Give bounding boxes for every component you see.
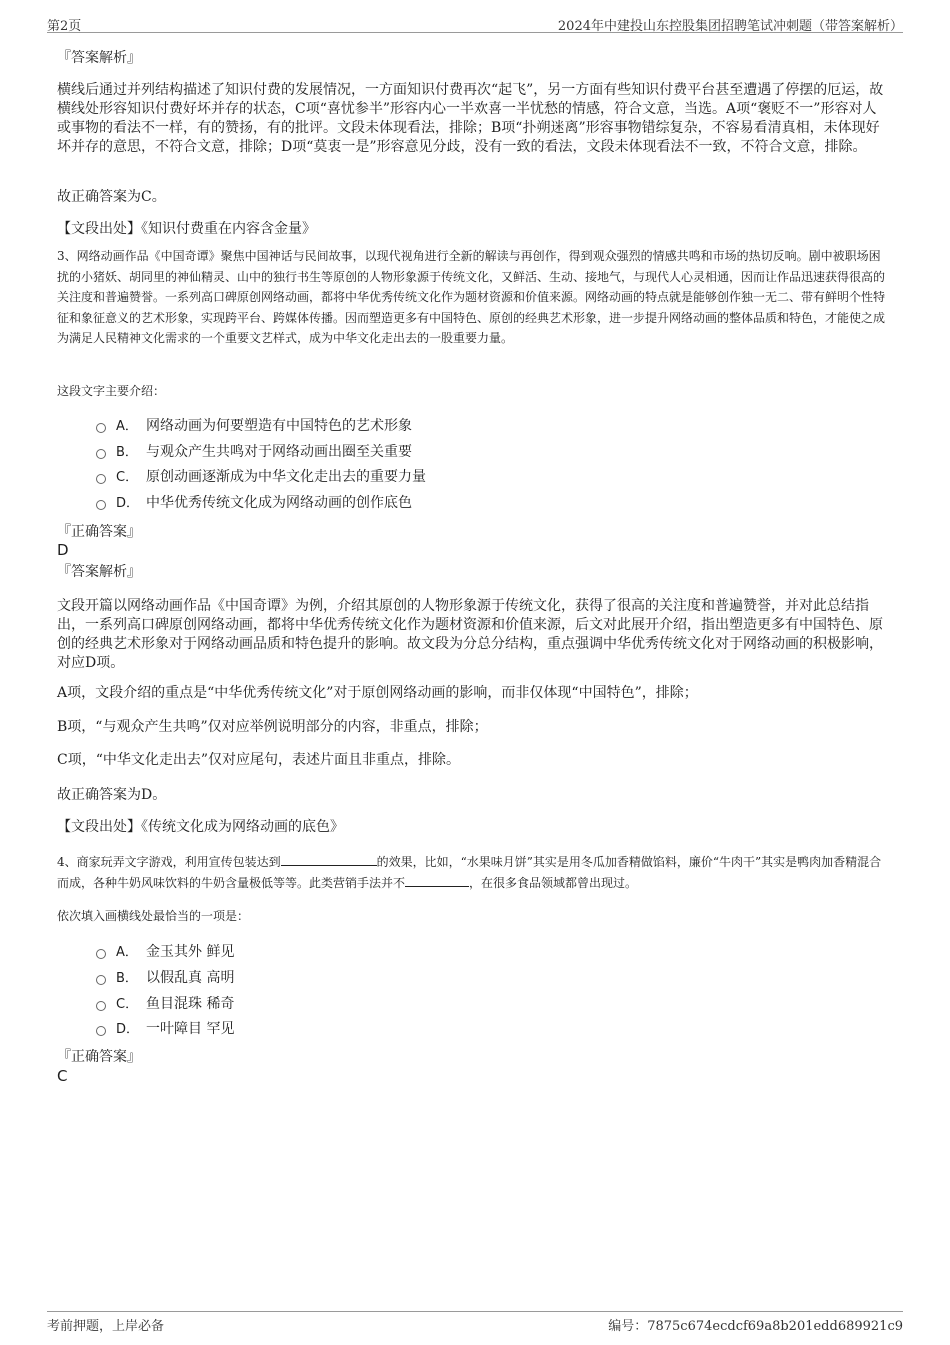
option-letter: A． bbox=[116, 419, 138, 434]
radio-button-icon[interactable] bbox=[96, 975, 106, 985]
option-text: 鱼目混珠 稀奇 bbox=[146, 996, 235, 1012]
option-letter: C． bbox=[116, 470, 139, 485]
page-footer bbox=[47, 1311, 903, 1334]
q4-passage bbox=[57, 852, 887, 893]
q4-option-b[interactable] bbox=[96, 969, 234, 988]
radio-button-icon[interactable] bbox=[96, 949, 106, 959]
option-text: 一叶障目 罕见 bbox=[146, 1021, 235, 1037]
q4-option-c[interactable] bbox=[96, 995, 234, 1014]
document-title: 2024年中建投山东控股集团招聘笔试冲刺题（带答案解析） bbox=[557, 19, 903, 34]
option-letter: B． bbox=[116, 445, 138, 460]
q4-option-a[interactable] bbox=[96, 943, 234, 962]
q3-analysis-a: A项，文段介绍的重点是“中华优秀传统文化”对于原创网络动画的影响，而非仅体现“中国特色”，排除； bbox=[57, 685, 698, 701]
q4-passage-part1: 4、商家玩弄文字游戏，利用宣传包装达到 bbox=[57, 855, 281, 869]
q2-conclusion: 故正确答案为C。 bbox=[57, 189, 166, 205]
page-number: 第2页 bbox=[47, 19, 82, 34]
option-text: 以假乱真 高明 bbox=[146, 970, 235, 986]
radio-button-icon[interactable] bbox=[96, 500, 106, 510]
q3-correct-answer: D bbox=[57, 541, 69, 559]
blank-1 bbox=[281, 853, 377, 866]
q3-analysis-label: 『答案解析』 bbox=[57, 564, 141, 580]
q4-passage-part2: 的效果，比如，“水果味月饼”其实是用冬瓜加香精做馅料，廉价“牛肉干”其实是鸭肉加香精混合而成，各种牛奶风味饮料的牛奶含量极低等等。此类营销手法并不 bbox=[57, 855, 882, 890]
option-text: 网络动画为何要塑造有中国特色的艺术形象 bbox=[146, 418, 412, 434]
radio-button-icon[interactable] bbox=[96, 423, 106, 433]
option-text: 中华优秀传统文化成为网络动画的创作底色 bbox=[146, 495, 412, 511]
q3-question: 这段文字主要介绍： bbox=[57, 384, 166, 398]
radio-button-icon[interactable] bbox=[96, 474, 106, 484]
q3-analysis-c: C项，“中华文化走出去”仅对应尾句，表述片面且非重点，排除。 bbox=[57, 752, 461, 768]
q3-correct-label: 『正确答案』 bbox=[57, 524, 141, 540]
option-text: 原创动画逐渐成为中华文化走出去的重要力量 bbox=[146, 469, 426, 485]
footer-slogan: 考前押题，上岸必备 bbox=[47, 1319, 165, 1334]
radio-button-icon[interactable] bbox=[96, 1026, 106, 1036]
q4-correct-label: 『正确答案』 bbox=[57, 1049, 141, 1065]
option-letter: D． bbox=[116, 496, 140, 511]
radio-button-icon[interactable] bbox=[96, 1001, 106, 1011]
q3-analysis-b: B项，“与观众产生共鸣”仅对应举例说明部分的内容，非重点，排除； bbox=[57, 719, 488, 735]
option-letter: B． bbox=[116, 971, 138, 986]
blank-2 bbox=[405, 874, 469, 887]
radio-button-icon[interactable] bbox=[96, 449, 106, 459]
q2-analysis-text: 横线后通过并列结构描述了知识付费的发展情况，一方面知识付费再次“起飞”，另一方面有些知识付费平台甚至遭遇了停摆的厄运，故横线处形容知识付费好坏并存的状态，C项“喜忧参半”形容内心一半欢喜一半忧愁的情感，符合文意，当选。A项“褒贬不一”形容对人或事物的看法不一样，有的赞扬，有的批评。文段未体现看法，排除；B项“扑朔迷离”形容事物错综复杂，不容易看清真相，未体现好坏并存的意思，不符合文意，排除；D项“莫衷一是”形容意见分歧，没有一致的看法，文段未体现看法不一致，不符合文意，排除。 bbox=[57, 82, 884, 155]
q3-option-a[interactable] bbox=[96, 417, 412, 436]
q3-passage: 3、网络动画作品《中国奇谭》聚焦中国神话与民间故事，以现代视角进行全新的解读与再创作，得到观众强烈的情感共鸣和市场的热切反响。剧中被职场困扰的小猪妖、胡同里的神仙精灵、山中的独行书生等原创的人物形象源于传统文化，又鲜活、生动、接地气，与现代人心灵相通，因而让作品迅速获得很高的关注度和普遍赞誉。一系列高口碑原创网络动画，都将中华优秀传统文化作为题材资源和价值来源。网络动画的特点就是能够创作独一无二、带有鲜明个性特征和象征意义的艺术形象，实现跨平台、跨媒体传播。因而塑造更多有中国特色、原创的经典艺术形象，进一步提升网络动画的整体品质和特色，才能使之成为满足人民精神文化需求的一个重要文艺样式，成为中华文化走出去的一股重要力量。 bbox=[57, 249, 886, 345]
page-header bbox=[47, 13, 903, 33]
q4-passage-part3: ，在很多食品领域都曾出现过。 bbox=[469, 875, 638, 890]
q3-option-d[interactable] bbox=[96, 494, 412, 513]
q3-conclusion: 故正确答案为D。 bbox=[57, 787, 167, 803]
option-letter: D． bbox=[116, 1022, 140, 1037]
q2-source: 【文段出处】《知识付费重在内容含金量》 bbox=[57, 221, 316, 237]
q2-analysis-label: 『答案解析』 bbox=[57, 50, 141, 66]
q3-source: 【文段出处】《传统文化成为网络动画的底色》 bbox=[57, 819, 344, 835]
option-text: 金玉其外 鲜见 bbox=[146, 944, 235, 960]
option-letter: A． bbox=[116, 945, 138, 960]
option-text: 与观众产生共鸣对于网络动画出圈至关重要 bbox=[146, 444, 412, 460]
q4-question: 依次填入画横线处最恰当的一项是： bbox=[57, 909, 250, 923]
q3-option-c[interactable] bbox=[96, 468, 426, 487]
q4-correct-answer: C bbox=[57, 1067, 68, 1085]
q4-option-d[interactable] bbox=[96, 1020, 234, 1039]
q3-analysis-text: 文段开篇以网络动画作品《中国奇谭》为例，介绍其原创的人物形象源于传统文化，获得了很高的关注度和普遍赞誉，并对此总结指出，一系列高口碑原创网络动画，都将中华优秀传统文化作为题材资源和价值来源，后文对此展开介绍，指出塑造更多有中国特色、原创的经典艺术形象对于网络动画品质和特色提升的影响。故文段为分总分结构，重点强调中华优秀传统文化对于网络动画的积极影响，对应D项。 bbox=[57, 598, 883, 671]
q3-option-b[interactable] bbox=[96, 443, 412, 462]
option-letter: C． bbox=[116, 997, 139, 1012]
document-id: 编号：7875c674ecdcf69a8b201edd689921c9 bbox=[608, 1319, 903, 1334]
